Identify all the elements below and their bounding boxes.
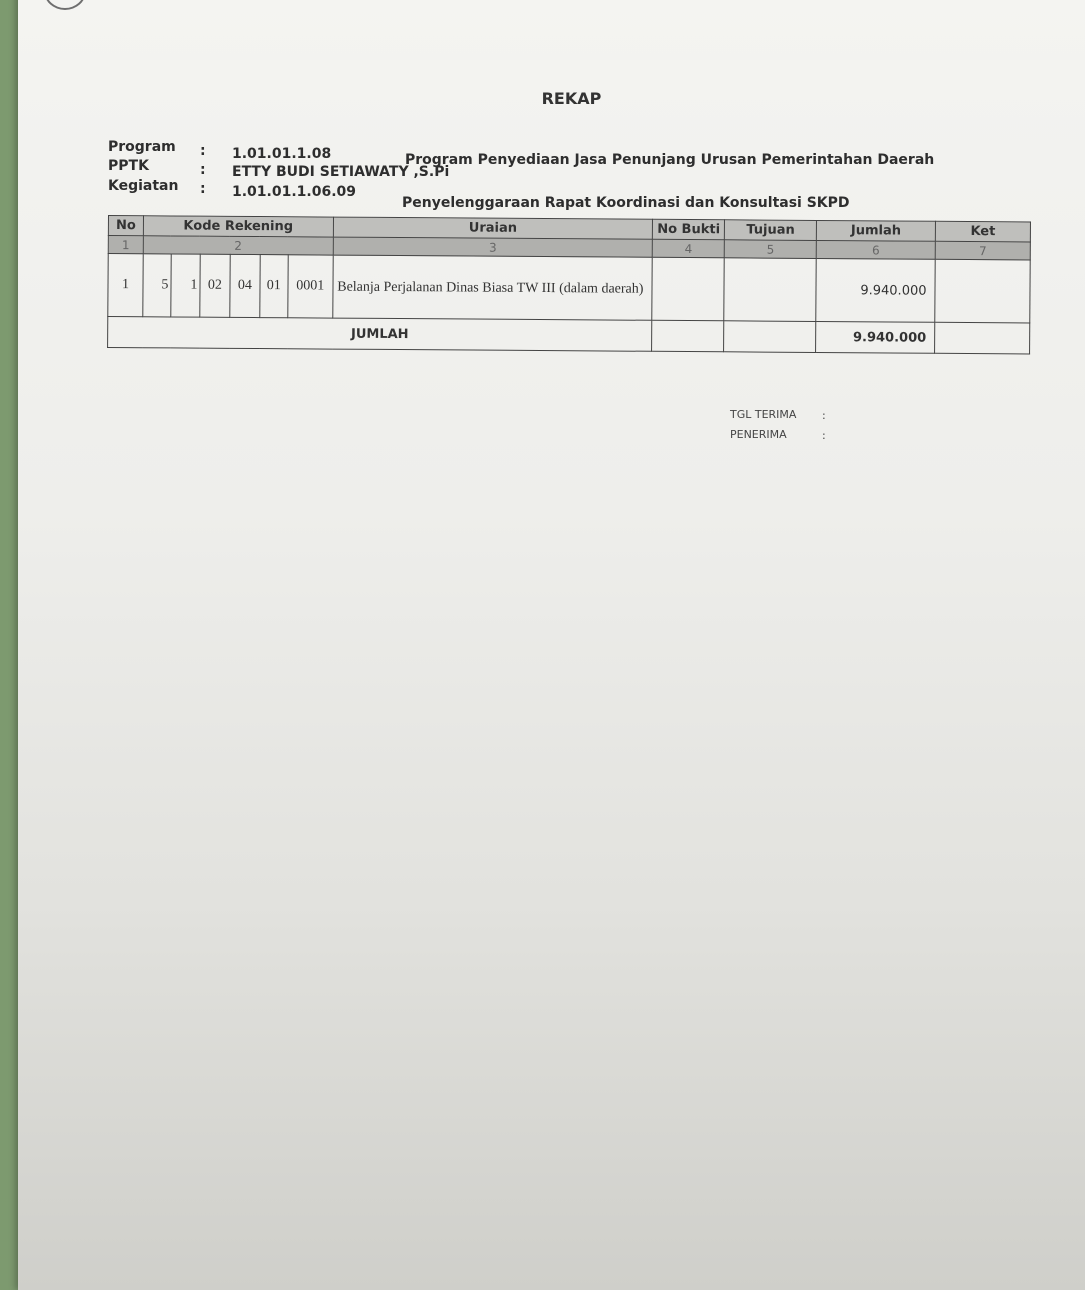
kegiatan-code: 1.01.01.1.06.09: [232, 184, 357, 200]
program-description: Program Penyediaan Jasa Penunjang Urusan Pemerintahan Daerah: [405, 152, 935, 168]
kegiatan-description: Penyelenggaraan Rapat Koordinasi dan Konsultasi SKPD: [402, 195, 850, 211]
tgl-terima-colon: :: [822, 409, 826, 422]
row-uraian: Belanja Perjalanan Dinas Biasa TW III (dalam daerah): [333, 255, 653, 320]
program-colon: :: [200, 143, 206, 159]
col-number: 4: [652, 239, 724, 258]
row-ket: [935, 259, 1030, 323]
col-number: 6: [816, 240, 935, 259]
kegiatan-colon: :: [200, 181, 206, 197]
col-number: 1: [108, 236, 143, 254]
row-no: 1: [108, 254, 143, 317]
total-label: JUMLAH: [108, 317, 652, 352]
header-tujuan: Tujuan: [725, 220, 817, 241]
total-tujuan: [724, 321, 816, 353]
total-no-bukti: [652, 320, 724, 352]
program-code: 1.01.01.1.08: [232, 146, 332, 162]
pptk-label: PPTK: [108, 158, 149, 174]
document-title: REKAP: [541, 89, 602, 108]
kode-segment: 1: [171, 254, 200, 317]
col-number: 3: [333, 237, 653, 257]
kode-segment: 01: [260, 255, 288, 318]
col-number: 7: [935, 241, 1030, 260]
kegiatan-label: Kegiatan: [108, 178, 179, 194]
header-ket: Ket: [935, 221, 1030, 242]
total-ket: [935, 322, 1030, 354]
penerima-colon: :: [822, 429, 826, 442]
kode-segment: 5: [143, 254, 171, 317]
total-row: [108, 317, 1030, 354]
header-jumlah: Jumlah: [816, 220, 935, 241]
rekap-table: [107, 215, 1031, 354]
header-uraian: Uraian: [333, 217, 653, 239]
row-jumlah: 9.940.000: [816, 258, 935, 322]
kode-segment: 0001: [288, 255, 333, 318]
pptk-name: ETTY BUDI SETIAWATY ,S.Pi: [232, 164, 450, 180]
pptk-colon: :: [200, 162, 206, 178]
header-no-bukti: No Bukti: [653, 219, 725, 240]
table-row: [108, 254, 1030, 323]
kode-segment: 04: [230, 254, 260, 317]
row-tujuan: [724, 258, 816, 322]
program-label: Program: [108, 139, 176, 155]
col-number: 2: [143, 236, 333, 255]
header-no: No: [108, 216, 143, 236]
total-amount: 9.940.000: [816, 321, 935, 353]
tgl-terima-label: TGL TERIMA: [730, 408, 797, 421]
col-number: 5: [724, 240, 816, 259]
kode-segment: 02: [200, 254, 230, 317]
row-no-bukti: [652, 257, 724, 321]
penerima-label: PENERIMA: [730, 428, 787, 441]
header-kode-rekening: Kode Rekening: [143, 216, 333, 237]
